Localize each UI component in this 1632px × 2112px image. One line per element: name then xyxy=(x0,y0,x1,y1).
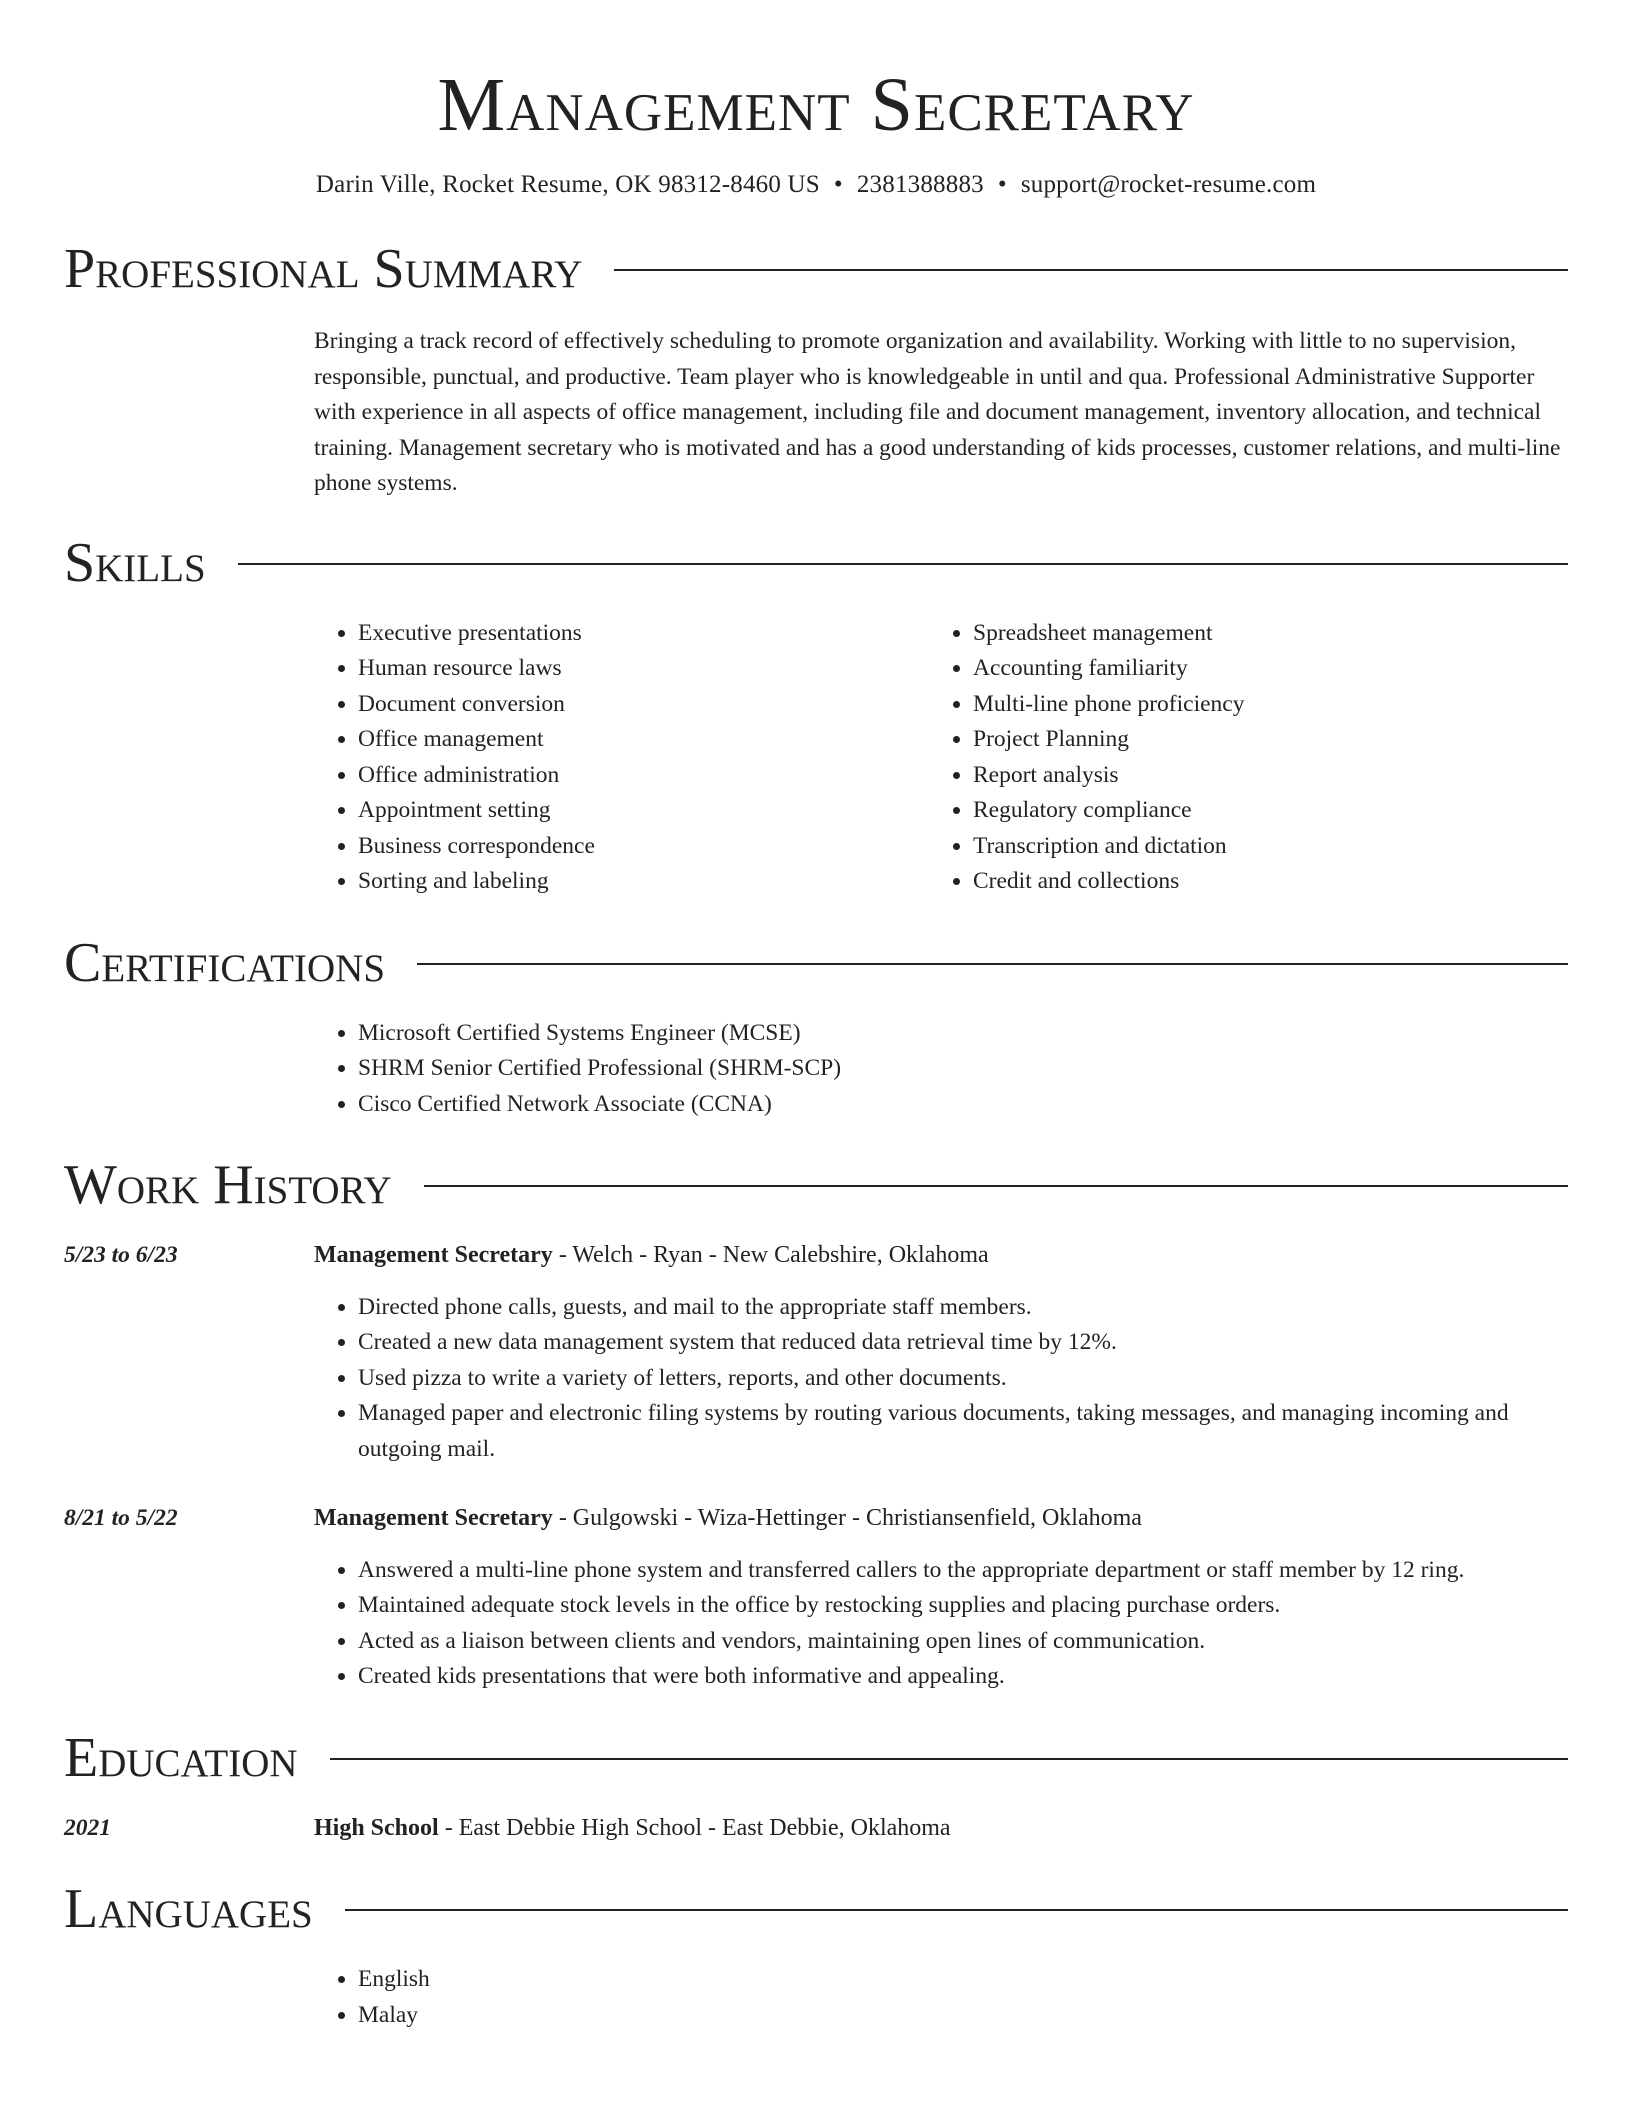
skill-item: • Executive presentations xyxy=(358,616,929,652)
job-bullets xyxy=(314,1290,1568,1468)
section-divider xyxy=(424,1185,1568,1187)
education-header xyxy=(314,1811,1568,1847)
languages-list xyxy=(314,1962,1568,2033)
skill-item: • Business correspondence xyxy=(358,829,929,865)
job-bullet: • Maintained adequate stock levels in the office by restocking supplies and placing purchase orders. xyxy=(358,1588,1568,1624)
section-divider xyxy=(238,563,1568,565)
education-degree: High School xyxy=(314,1814,439,1841)
language-item: • English xyxy=(358,1962,1568,1998)
education-year: 2021 xyxy=(64,1814,111,1841)
section-divider xyxy=(417,963,1568,965)
skills-heading: Skills xyxy=(64,531,206,594)
job-bullet: • Directed phone calls, guests, and mail to the appropriate staff members. xyxy=(358,1290,1568,1326)
languages-section-heading xyxy=(64,1876,1568,1942)
skill-item: • Office management xyxy=(358,722,929,758)
skill-item: • Multi-line phone proficiency xyxy=(973,687,1544,723)
skill-item: • Regulatory compliance xyxy=(973,793,1544,829)
resume-page xyxy=(64,0,1568,2033)
education-entry xyxy=(64,1811,1568,1847)
contact-line xyxy=(64,168,1568,202)
job-entry xyxy=(64,1501,1568,1537)
languages-heading: Languages xyxy=(64,1878,313,1940)
skills-list xyxy=(314,616,1568,900)
job-bullets xyxy=(314,1553,1568,1695)
skill-item: • Credit and collections xyxy=(973,864,1544,900)
job-bullet: • Created kids presentations that were both informative and appealing. xyxy=(358,1659,1568,1695)
job-dates: 5/23 to 6/23 xyxy=(64,1242,178,1268)
skills-column-left xyxy=(314,616,929,900)
education-heading: Education xyxy=(64,1726,298,1789)
contact-phone: 2381388883 xyxy=(856,171,984,198)
summary-heading: Professional Summary xyxy=(64,238,583,300)
job-title: Management Secretary xyxy=(314,1505,553,1531)
certifications-list xyxy=(314,1016,1568,1123)
skill-item: • Accounting familiarity xyxy=(973,651,1544,687)
education-details: - East Debbie High School - East Debbie, Oklahoma xyxy=(438,1814,951,1841)
skill-item: • Document conversion xyxy=(358,687,929,723)
job-entry xyxy=(64,1238,1568,1274)
job-bullet: • Managed paper and electronic filing systems by routing various documents, taking messages, and managing incoming and outgoing mail. xyxy=(358,1396,1568,1467)
job-title: Management Secretary xyxy=(314,1242,553,1268)
skill-item: • Project Planning xyxy=(973,722,1544,758)
skill-item: • Human resource laws xyxy=(358,651,929,687)
contact-separator: • xyxy=(833,171,843,198)
skill-item: • Transcription and dictation xyxy=(973,829,1544,865)
section-divider xyxy=(614,269,1568,271)
skills-column-right xyxy=(929,616,1544,900)
skill-item: • Appointment setting xyxy=(358,793,929,829)
skill-item: • Sorting and labeling xyxy=(358,864,929,900)
section-divider xyxy=(330,1758,1568,1760)
certifications-heading: Certifications xyxy=(64,931,386,994)
language-item: • Malay xyxy=(358,1998,1568,2034)
section-divider xyxy=(345,1909,1568,1911)
job-details: - Welch - Ryan - New Calebshire, Oklahoma xyxy=(552,1242,989,1268)
certification-item: • Cisco Certified Network Associate (CCNA) xyxy=(358,1087,1568,1123)
job-bullet: • Acted as a liaison between clients and vendors, maintaining open lines of communication. xyxy=(358,1624,1568,1660)
resume-name: Management Secretary xyxy=(437,63,1195,147)
skill-item: • Report analysis xyxy=(973,758,1544,794)
job-details: - Gulgowski - Wiza-Hettinger - Christiansenfield, Oklahoma xyxy=(552,1505,1142,1531)
summary-text: Bringing a track record of effectively scheduling to promote organization and availability. Working with little to no supervision, responsible, punctual, and productive. Team player who is knowledgeable in until and qua. Professional Administrative Supporter with experience in all aspects of office management, including file and document management, inventory allocation, and technical training. Management secretary who is motivated and has a good understanding of kids processes, customer relations, and multi-line phone systems. xyxy=(314,328,1561,496)
education-section-heading xyxy=(64,1725,1568,1791)
skill-item: • Spreadsheet management xyxy=(973,616,1544,652)
certification-item: • Microsoft Certified Systems Engineer (MCSE) xyxy=(358,1016,1568,1052)
contact-separator: • xyxy=(997,171,1007,198)
skills-section-heading xyxy=(64,530,1568,596)
skill-item: • Office administration xyxy=(358,758,929,794)
job-header xyxy=(314,1501,1568,1537)
certifications-section-heading xyxy=(64,930,1568,996)
certification-item: • SHRM Senior Certified Professional (SHRM-SCP) xyxy=(358,1051,1568,1087)
summary-section-heading xyxy=(64,236,1568,302)
contact-address: Darin Ville, Rocket Resume, OK 98312-8460 US xyxy=(315,171,820,198)
work-section-heading xyxy=(64,1152,1568,1218)
work-heading: Work History xyxy=(64,1154,392,1216)
job-dates: 8/21 to 5/22 xyxy=(64,1505,178,1531)
job-bullet: • Used pizza to write a variety of letters, reports, and other documents. xyxy=(358,1361,1568,1397)
contact-email: support@rocket-resume.com xyxy=(1020,171,1317,198)
job-header xyxy=(314,1238,1568,1274)
job-bullet: • Created a new data management system that reduced data retrieval time by 12%. xyxy=(358,1325,1568,1361)
job-bullet: • Answered a multi-line phone system and transferred callers to the appropriate department or staff member by 12 ring. xyxy=(358,1553,1568,1589)
